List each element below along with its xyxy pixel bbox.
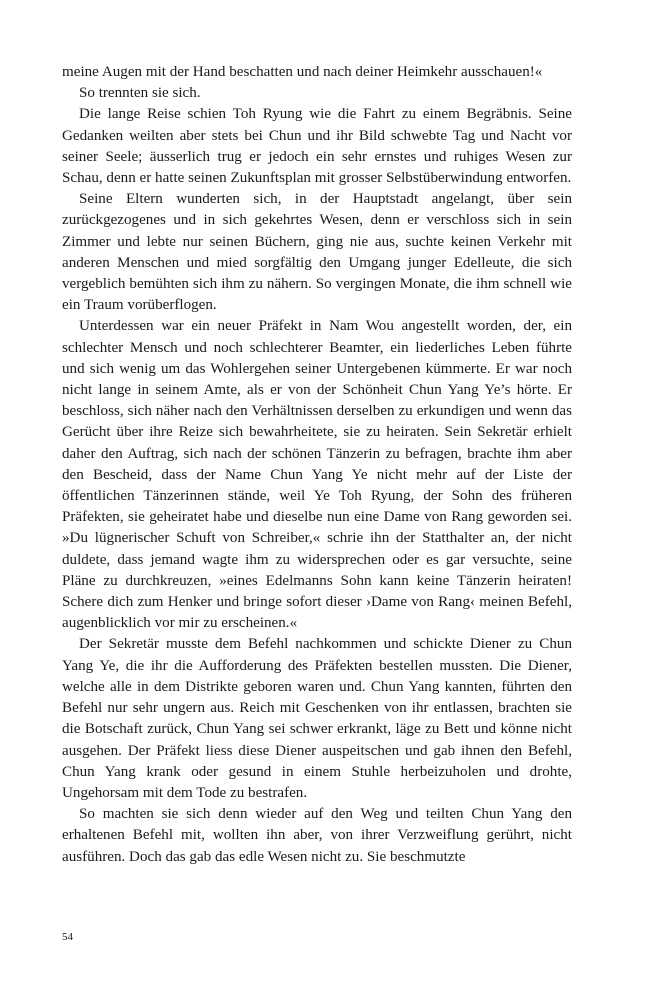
paragraph: So trennten sie sich. (79, 85, 201, 102)
body-text (62, 62, 572, 868)
paragraph: Seine Eltern wunderten sich, in der Hauptstadt angelangt, über sein zurückgezogenes und in sich gekehrtes Wesen, denn er verschloss sich in sein Zimmer und lebte nur seinen Büchern, ging nie aus, suchte keinen Verkehr mit anderen Menschen und mied sorgfältig den Umgang junger Edelleute, die sich vergeblich bemühten sich ihm zu nähern. So vergingen Monate, die ihm schnell wie ein Traum vorüberflogen. (62, 191, 572, 314)
paragraph: Die lange Reise schien Toh Ryung wie die Fahrt zu einem Begräbnis. Seine Gedanken weilten aber stets bei Chun und ihr Bild schwebte Tag und Nacht vor seiner Seele; äusserlich trug er jedoch ein sehr ernstes und ruhiges Wesen zur Schau, denn er hatte seinen Zukunftsplan mit grosser Selbstüberwindung entworfen. (62, 106, 572, 187)
page-number: 54 (62, 931, 73, 943)
paragraph: So machten sie sich denn wieder auf den Weg und teilten Chun Yang den erhaltenen Befehl mit, wollten ihn aber, von ihrer Verzweiflung gerührt, nicht ausführen. Doch das gab das edle Wesen nicht zu. Sie beschmutzte (62, 806, 572, 865)
paragraph: Unterdessen war ein neuer Präfekt in Nam Wou angestellt worden, der, ein schlechter Mensch und noch schlechterer Beamter, ein liederliches Leben führte und sich wenig um das Wohlergehen seiner Untergebenen kümmerte. Er war noch nicht lange in seinem Amte, als er von der Schönheit Chun Yang Ye’s hörte. Er beschloss, sich näher nach den Verhältnissen derselben zu erkundigen und wenn das Gerücht über ihre Reize sich bewahrheitete, sie zu heiraten. Sein Sekretär erhielt daher den Auftrag, sich nach der schönen Tänzerin zu befragen, brachte ihm aber den Bescheid, dass der Name Chun Yang Ye nicht mehr auf der Liste der öffentlichen Tänzerinnen stände, weil Ye Toh Ryung, der Sohn des früheren Präfekten, sie geheiratet habe und dieselbe nun eine Dame von Rang geworden sei. »Du lügnerischer Schuft von Schreiber,« schrie ihn der Statthalter an, der nicht duldete, dass jemand wagte ihm zu widersprechen oder es gar versuchte, seine Pläne zu durchkreuzen, »eines Edelmanns Sohn kann keine Tänzerin heiraten! Schere dich zum Henker und bringe sofort dieser ›Dame von Rang‹ meinen Befehl, augenblicklich vor mir zu erscheinen.« (62, 318, 572, 632)
paragraph: Der Sekretär musste dem Befehl nachkommen und schickte Diener zu Chun Yang Ye, die ihr die Aufforderung des Präfekten bestellen mussten. Die Diener, welche alle in dem Distrikte geboren waren und. Chun Yang kannten, führten den Befehl nur sehr ungern aus. Reich mit Geschenken von ihr entlassen, brachten sie die Botschaft zurück, Chun Yang sei schwer erkrankt, läge zu Bett und könne nicht ausgehen. Der Präfekt liess diese Diener auspeitschen und gab ihnen den Befehl, Chun Yang krank oder gesund in einem Stuhle herbeizuholen und drohte, Ungehorsam mit dem Tode zu bestrafen. (62, 636, 572, 801)
paragraph-continued: meine Augen mit der Hand beschatten und nach deiner Heimkehr ausschauen!« (62, 64, 543, 80)
